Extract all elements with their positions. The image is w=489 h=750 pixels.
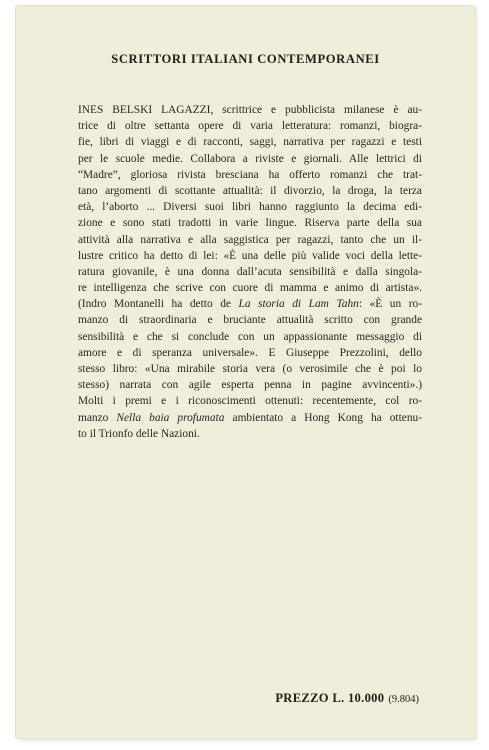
bio-line: amore e di speranza universale». E Giuseppe Prezzolini, dello [78, 346, 422, 359]
bio-line: Molti i premi e i riconoscimenti ottenuti: recentemente, col ro- [78, 395, 422, 408]
bio-line: trice di oltre settanta opere di varia letteratura: romanzi, biogra- [78, 120, 422, 133]
series-title: SCRITTORI ITALIANI CONTEMPORANEI [111, 52, 380, 66]
bio-line: attività alla narrativa e alla saggistica per ragazzi, tanto che un il- [78, 233, 422, 246]
bio-line: re intelligenza che scrive con cuore di mamma e animo di artista». [78, 282, 422, 295]
bio-line [78, 410, 422, 426]
bio-line: ratura giovanile, è una donna dall’acuta sensibilità e dalla singola- [78, 265, 422, 278]
bio-line: to il Trionfo delle Nazioni. [78, 427, 200, 440]
bio-line: fie, libri di viaggi e di racconti, saggi, narrativa per ragazzi e testi [78, 136, 422, 149]
bio-line: età, l’aborto ... Diversi suoi libri hanno raggiunto la decima edi- [78, 201, 422, 214]
book-back-cover [16, 6, 475, 738]
bio-line [78, 296, 422, 312]
bio-line: stesso) narrata con agile esperta penna in pagine avvincenti».) [78, 379, 422, 392]
bio-line: “Madre”, gloriosa rivista bresciana ha offerto romanzi che trat- [78, 168, 422, 181]
bio-text: : «È un ro- [358, 298, 422, 311]
bio-text: ambientato a Hong Kong ha ottenu- [224, 411, 423, 424]
bio-line: manzo di straordinaria e bruciante attualità scritto con grande [78, 314, 422, 327]
bio-line: tano argomenti di scottante attualità: il divorzio, la droga, la terza [78, 184, 422, 197]
bio-line: lustre critico ha detto di lei: «È una delle più valide voci della lette- [78, 249, 422, 262]
bio-text: manzo [78, 411, 117, 424]
bio-line: per le scuole medie. Collabora a riviste e giornali. Alle lettrici di [78, 152, 422, 165]
book-title-italic: La storia di Lam Tahn [238, 298, 359, 311]
price-secondary: (9.804) [388, 694, 419, 705]
price-label: PREZZO L. 10.000 [275, 691, 385, 705]
price-tag [275, 689, 419, 707]
book-title-italic: Nella baia profumata [116, 411, 225, 424]
author-biography [78, 102, 422, 442]
bio-line: zione e sono stati tradotti in varie lingue. Riserva parte della sua [78, 217, 422, 230]
bio-line: stesso libro: «Una mirabile storia vera (o verosimile che è poi lo [78, 363, 422, 375]
bio-line: INES BELSKI LAGAZZI, scrittrice e pubblicista milanese è au- [78, 104, 422, 116]
bio-line: sensibilità e che si conclude con un appassionante messaggio di [78, 330, 422, 343]
bio-text: (Indro Montanelli ha detto de [78, 298, 239, 311]
